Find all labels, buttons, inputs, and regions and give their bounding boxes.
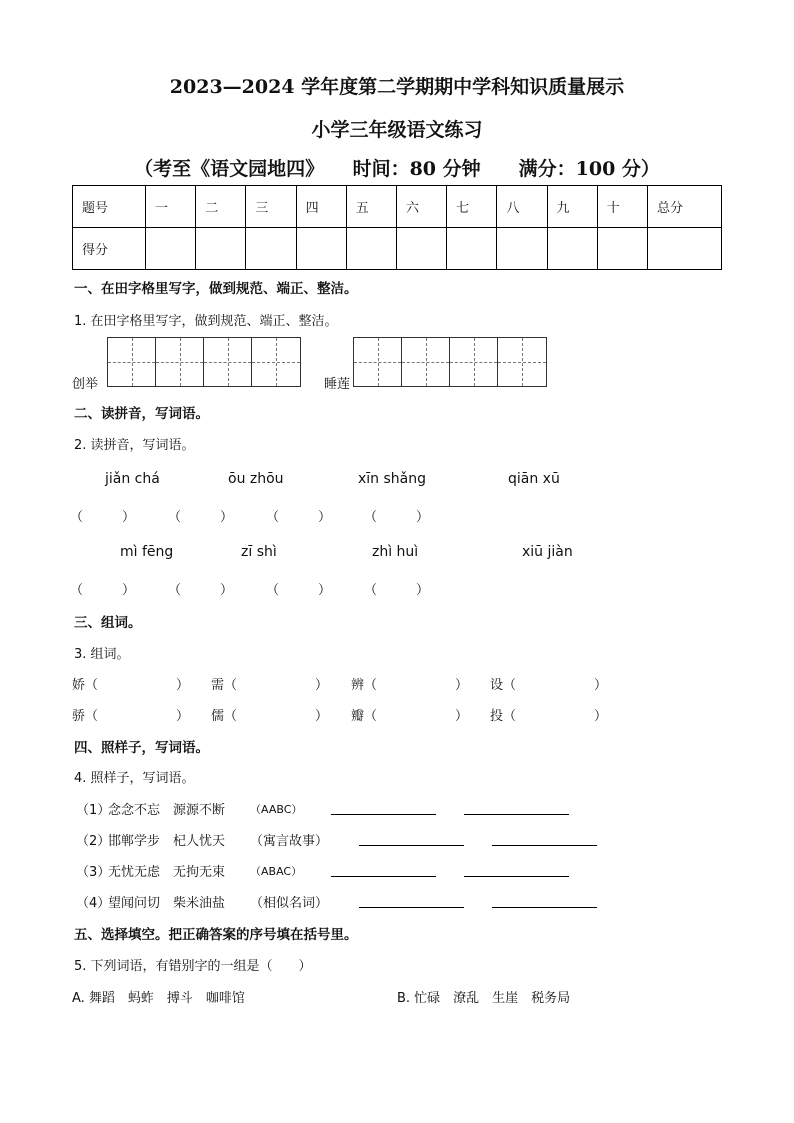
table-cell: 得分 [73,228,146,270]
word-group-item[interactable]: 骄（ ） [72,709,190,724]
table-cell: 八 [497,186,547,228]
question-5: 5. 下列词语，有错别字的一组是（ ） [74,959,312,974]
exam-title: 2023—2024 学年度第二学期期中学科知识质量展示 [169,76,625,98]
answer-paren[interactable]: （ ） [168,510,234,525]
score-input-cell[interactable] [196,228,246,270]
tianzige-cell[interactable] [402,338,450,386]
pinyin: xiū jiàn [522,544,573,560]
score-table-score-row [73,228,722,270]
word-group-item[interactable]: 娇（ ） [72,678,190,693]
answer-line[interactable] [492,845,597,846]
answer-paren[interactable]: （ ） [266,583,332,598]
pattern-label: （相似名词） [250,896,329,911]
option-b[interactable]: B. 忙碌 潦乱 生崖 税务局 [397,991,571,1006]
table-cell: 六 [396,186,446,228]
score-input-cell[interactable] [296,228,346,270]
score-input-cell[interactable] [547,228,597,270]
item-number: （1） [76,803,111,818]
answer-line[interactable] [359,845,464,846]
tianzige-cell[interactable] [252,338,300,386]
table-cell: 三 [246,186,296,228]
pinyin: xīn shǎng [358,471,427,487]
answer-line[interactable] [331,814,436,815]
tianzige-cell[interactable] [108,338,156,386]
answer-line[interactable] [359,907,464,908]
word-label-1: 创举 [72,377,99,392]
answer-paren[interactable]: （ ） [266,510,332,525]
example-words: 念念不忘 源源不断 [108,803,226,818]
tianzige-cell[interactable] [498,338,546,386]
answer-line[interactable] [492,907,597,908]
score-table-header-row [73,186,722,228]
word-group-item[interactable]: 投（ ） [490,709,608,724]
score-input-cell[interactable] [648,228,722,270]
answer-line[interactable] [464,814,569,815]
answer-paren[interactable]: （ ） [70,510,136,525]
exam-subtitle-grade: 小学三年级语文练习 [311,119,483,141]
score-input-cell[interactable] [146,228,196,270]
item-number: （4） [76,896,111,911]
answer-line[interactable] [331,876,436,877]
table-cell: 七 [447,186,497,228]
score-input-cell[interactable] [497,228,547,270]
section-heading-3: 三、组词。 [74,615,142,631]
table-cell: 四 [296,186,346,228]
table-cell: 九 [547,186,597,228]
example-words: 无忧无虑 无拘无束 [108,865,226,880]
word-label-2: 睡莲 [324,377,351,392]
pinyin: zī shì [241,544,277,560]
question-3: 3. 组词。 [74,647,130,662]
table-cell: 一 [146,186,196,228]
table-cell: 题号 [73,186,146,228]
tianzige-cell[interactable] [204,338,252,386]
score-table [72,185,722,270]
table-cell: 五 [346,186,396,228]
tianzige-cell[interactable] [354,338,402,386]
tianzige-cell[interactable] [450,338,498,386]
score-input-cell[interactable] [346,228,396,270]
table-cell: 十 [597,186,647,228]
score-input-cell[interactable] [447,228,497,270]
word-group-item[interactable]: 儒（ ） [211,709,329,724]
exam-info-line: （考至《语文园地四》 时间：80 分钟 满分：100 分） [134,158,660,180]
pinyin: zhì huì [372,544,419,560]
score-input-cell[interactable] [597,228,647,270]
option-a[interactable]: A. 舞蹈 蚂蚱 搏斗 咖啡馆 [72,991,245,1006]
example-words: 望闻问切 柴米油盐 [108,896,226,911]
section-heading-4: 四、照样子，写词语。 [74,740,209,756]
tianzige-grid-2[interactable] [353,337,547,387]
question-4: 4. 照样子，写词语。 [74,771,195,786]
pattern-label: （寓言故事） [250,834,329,849]
word-group-item[interactable]: 需（ ） [211,678,329,693]
answer-paren[interactable]: （ ） [364,583,430,598]
question-2: 2. 读拼音，写词语。 [74,438,195,453]
example-words: 邯郸学步 杞人忧天 [108,834,226,849]
item-number: （3） [76,865,111,880]
answer-paren[interactable]: （ ） [364,510,430,525]
section-heading-5: 五、选择填空。把正确答案的序号填在括号里。 [74,927,358,943]
section-heading-1: 一、在田字格里写字，做到规范、端正、整洁。 [74,281,358,297]
tianzige-cell[interactable] [156,338,204,386]
pinyin: jiǎn chá [105,471,160,487]
word-group-item[interactable]: 辨（ ） [351,678,469,693]
item-number: （2） [76,834,111,849]
answer-paren[interactable]: （ ） [168,583,234,598]
pattern-label: （AABC） [250,803,303,816]
section-heading-2: 二、读拼音，写词语。 [74,406,209,422]
word-group-item[interactable]: 设（ ） [490,678,608,693]
word-group-item[interactable]: 瓣（ ） [351,709,469,724]
answer-line[interactable] [464,876,569,877]
score-input-cell[interactable] [246,228,296,270]
score-input-cell[interactable] [396,228,446,270]
pinyin: ōu zhōu [228,471,284,487]
pattern-label: （ABAC） [250,865,303,878]
answer-paren[interactable]: （ ） [70,583,136,598]
tianzige-grid-1[interactable] [107,337,301,387]
pinyin: mì fēng [120,544,174,560]
table-cell: 总分 [648,186,722,228]
pinyin: qiān xū [508,471,560,487]
table-cell: 二 [196,186,246,228]
question-1: 1. 在田字格里写字，做到规范、端正、整洁。 [74,314,338,329]
